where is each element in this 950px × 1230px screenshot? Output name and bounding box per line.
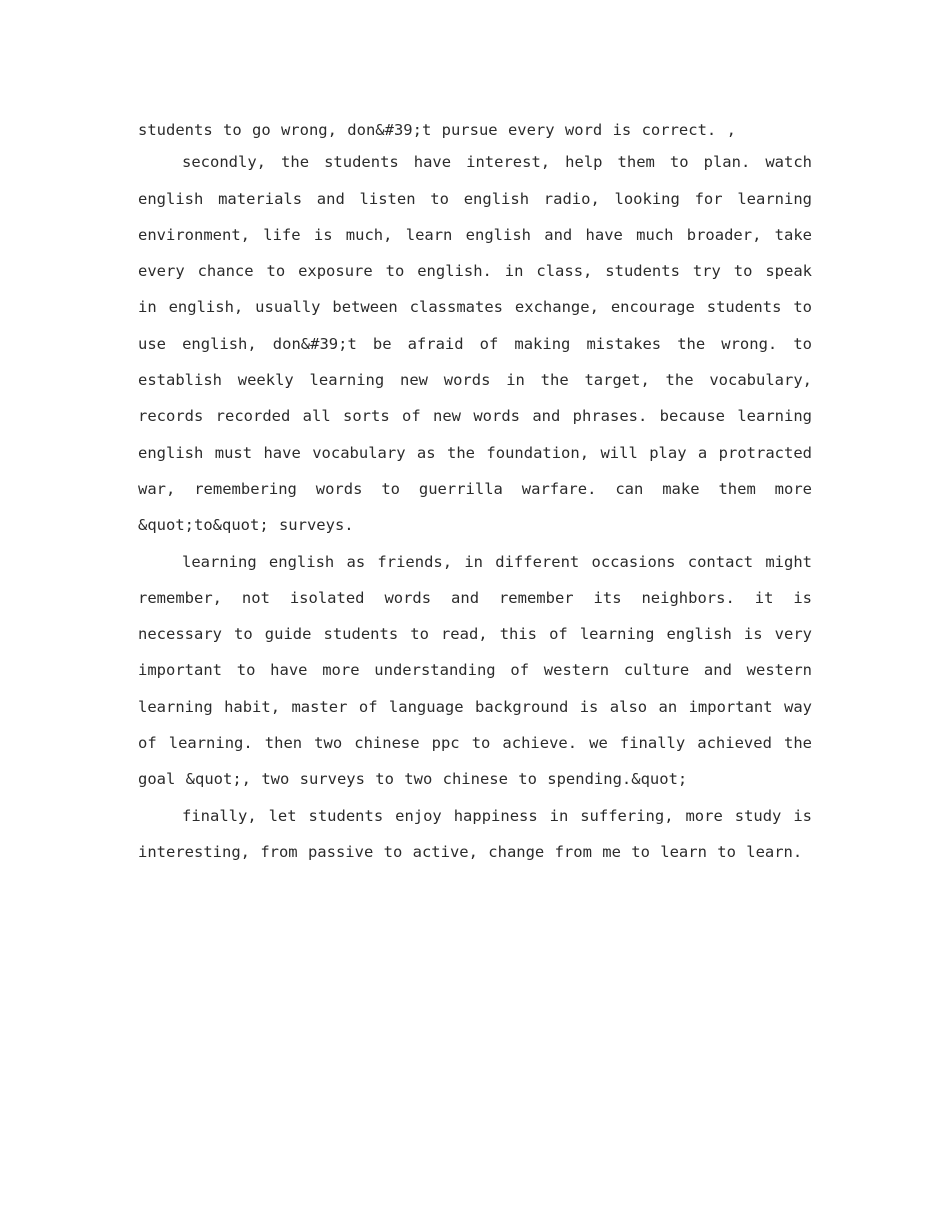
- paragraph-4: finally, let students enjoy happiness in suffering, more study is interesting, from passive to active, change from me to learn to learn.: [138, 806, 812, 861]
- paragraph-1: students to go wrong, don&#39;t pursue every word is correct. ,: [138, 121, 736, 139]
- document-page: [138, 116, 812, 870]
- paragraph-2: secondly, the students have interest, help them to plan. watch english materials and listen to english radio, looking for learning environment, life is much, learn english and have much broader, take every chance to exposure to english. in class, students try to speak in english, usually between classmates exchange, encourage students to use english, don&#39;t be afraid of making mistakes the wrong. to establish weekly learning new words in the target, the vocabulary, records recorded all sorts of new words and phrases. because learning english must have vocabulary as the foundation, will play a protracted war, remembering words to guerrilla warfare. can make them more &quot;to&quot; surveys.: [138, 153, 812, 535]
- paragraph-3: learning english as friends, in different occasions contact might remember, not isolated words and remember its neighbors. it is necessary to guide students to read, this of learning english is very important to have more understanding of western culture and western learning habit, master of language background is also an important way of learning. then two chinese ppc to achieve. we finally achieved the goal &quot;, two surveys to two chinese to spending.&quot;: [138, 552, 812, 789]
